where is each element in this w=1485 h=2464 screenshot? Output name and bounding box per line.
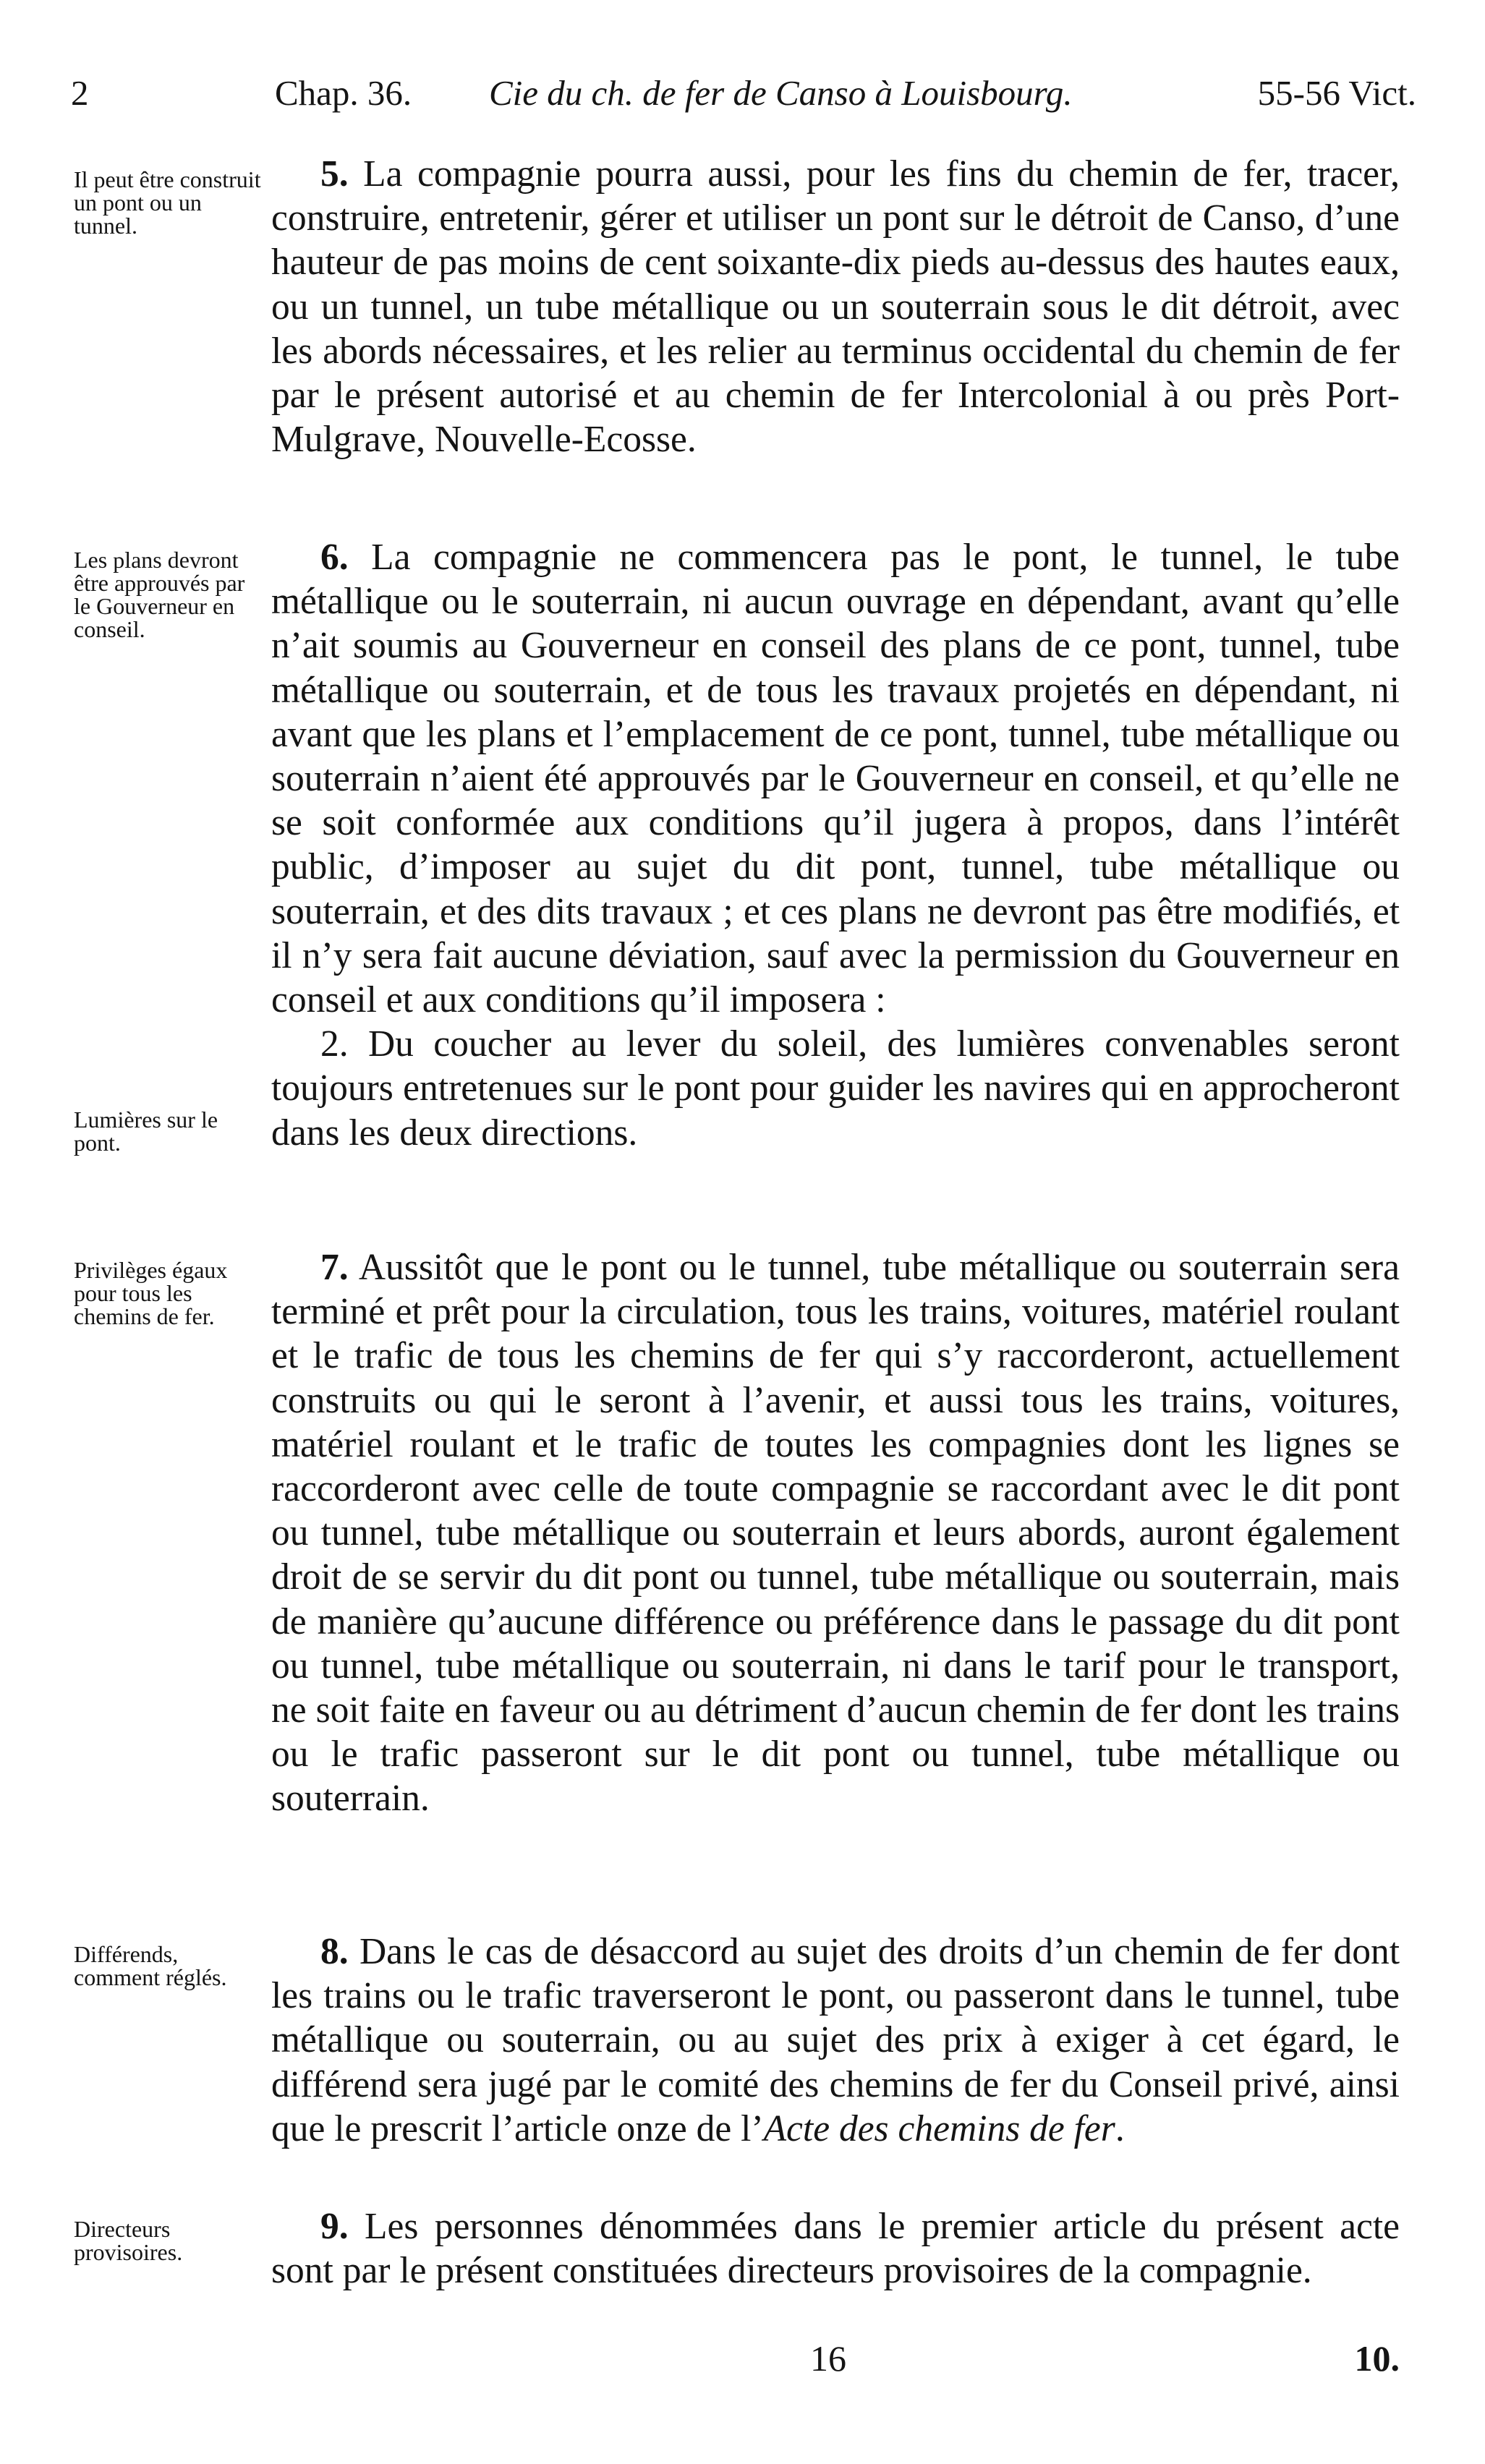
running-header bbox=[71, 72, 1416, 123]
section-text: Dans le cas de désaccord au sujet des droits d’un chemin de fer dont les trains ou le trafic traverseront le pont, ou passeront dans le tunnel, tube métallique ou souterrain, ou au sujet des prix à exiger à cet égard, le différend sera jugé par le comité des chemins de fer du Conseil privé, ainsi que le prescrit l’article onze de l’ bbox=[271, 1931, 1400, 2149]
chapter-label: Chap. 36. bbox=[275, 73, 412, 113]
section-number: 6. bbox=[320, 537, 349, 578]
section-5 bbox=[271, 152, 1400, 461]
margin-note-provisional-directors: Directeurs provisoires. bbox=[74, 2216, 183, 2265]
section-end: . bbox=[1115, 2107, 1125, 2149]
section-number: 9. bbox=[320, 2206, 349, 2247]
section-9 bbox=[271, 2204, 1400, 2293]
catchword: 10. bbox=[1354, 2338, 1400, 2379]
section-paragraph bbox=[271, 1930, 1400, 2151]
subsection-text: Du coucher au lever du soleil, des lumières convenables seront toujours entretenues sur le pont pour guider les navires qui en approcheront dans les deux directions. bbox=[271, 1023, 1400, 1154]
section-paragraph bbox=[271, 535, 1400, 1022]
margin-note-equal-privileges: Privilèges égaux pour tous les chemins de fer. bbox=[74, 1257, 228, 1329]
margin-note-plans-approval: Les plans devront être approuvés par le Gouverneur en conseil. bbox=[74, 547, 245, 642]
section-paragraph bbox=[271, 152, 1400, 461]
signature-mark: 16 bbox=[810, 2338, 846, 2379]
section-paragraph bbox=[271, 2204, 1400, 2293]
section-text: La compagnie pourra aussi, pour les fins du chemin de fer, tracer, construire, entretenir, gérer et utiliser un pont sur le détroit de Canso, d’une hauteur de pas moins de cent soixante-dix pieds au-dessus des hautes eaux, ou un tunnel, un tube métallique ou un souterrain sous le dit détroit, avec les abords nécessaires, et les relier au terminus occidental du chemin de fer par le présent autorisé et au chemin de fer Intercolonial à ou près Port-Mulgrave, Nouvelle-Ecosse. bbox=[271, 153, 1400, 461]
margin-note-bridge-tunnel: Il peut être construit un pont ou un tunnel. bbox=[74, 166, 261, 239]
section-text: La compagnie ne commencera pas le pont, le tunnel, le tube métallique ou le souterrain, ni aucun ouvrage en dépendant, avant qu’elle n’ait soumis au Gouverneur en conseil des plans de ce pont, tunnel, tube métallique ou souterrain, et de tous les travaux projetés en dépendant, ni avant que les plans et l’emplacement de ce pont, tunnel, tube métallique ou souterrain n’aient été approuvés par le Gouverneur en conseil, et qu’elle ne se soit conformée aux conditions qu’il jugera à propos, dans l’intérêt public, d’imposer au sujet du dit pont, tunnel, tube métallique ou souterrain, et des dits travaux ; et ces plans ne devront pas être modifiés, et il n’y sera fait aucune déviation, sauf avec la permission du Gouverneur en conseil et aux conditions qu’il imposera : bbox=[271, 537, 1400, 1021]
section-7 bbox=[271, 1245, 1400, 1821]
section-paragraph bbox=[271, 1245, 1400, 1821]
section-number: 7. bbox=[320, 1247, 349, 1288]
section-8 bbox=[271, 1930, 1400, 2151]
act-title: Cie du ch. de fer de Canso à Louisbourg. bbox=[489, 73, 1073, 113]
subsection-paragraph bbox=[271, 1022, 1400, 1155]
section-number: 8. bbox=[320, 1931, 349, 1972]
regnal-year: 55-56 Vict. bbox=[1257, 73, 1416, 113]
margin-note-bridge-lights: Lumières sur le pont. bbox=[74, 1107, 218, 1156]
section-number: 5. bbox=[320, 153, 349, 195]
page-number: 2 bbox=[71, 73, 89, 113]
section-text: Les personnes dénommées dans le premier article du présent acte sont par le présent constituées directeurs provisoires de la compagnie. bbox=[271, 2206, 1400, 2292]
section-6 bbox=[271, 535, 1400, 1155]
section-text: Aussitôt que le pont ou le tunnel, tube métallique ou souterrain sera terminé et prêt pour la circulation, tous les trains, voitures, matériel roulant et le trafic de tous les chemins de fer qui s’y raccorderont, actuellement construits ou qui le seront à l’avenir, et aussi tous les trains, voitures, matériel roulant et le trafic de toutes les compagnies dont les lignes se raccorderont avec celle de toute compagnie se raccordant avec le dit pont ou tunnel, tube métallique ou souterrain et leurs abords, auront également droit de se servir du dit pont ou tunnel, tube métallique ou souterrain, mais de manière qu’aucune différence ou préférence dans le passage du dit pont ou tunnel, tube métallique ou souterrain, ni dans le tarif pour le transport, ne soit faite en faveur ou au détriment d’aucun chemin de fer dont les trains ou le trafic passeront sur le dit pont ou tunnel, tube métallique ou souterrain. bbox=[271, 1247, 1400, 1820]
act-reference: Acte des chemins de fer bbox=[763, 2107, 1115, 2149]
subsection-number: 2. bbox=[320, 1023, 349, 1065]
margin-note-disputes: Différends, comment réglés. bbox=[74, 1941, 227, 1990]
